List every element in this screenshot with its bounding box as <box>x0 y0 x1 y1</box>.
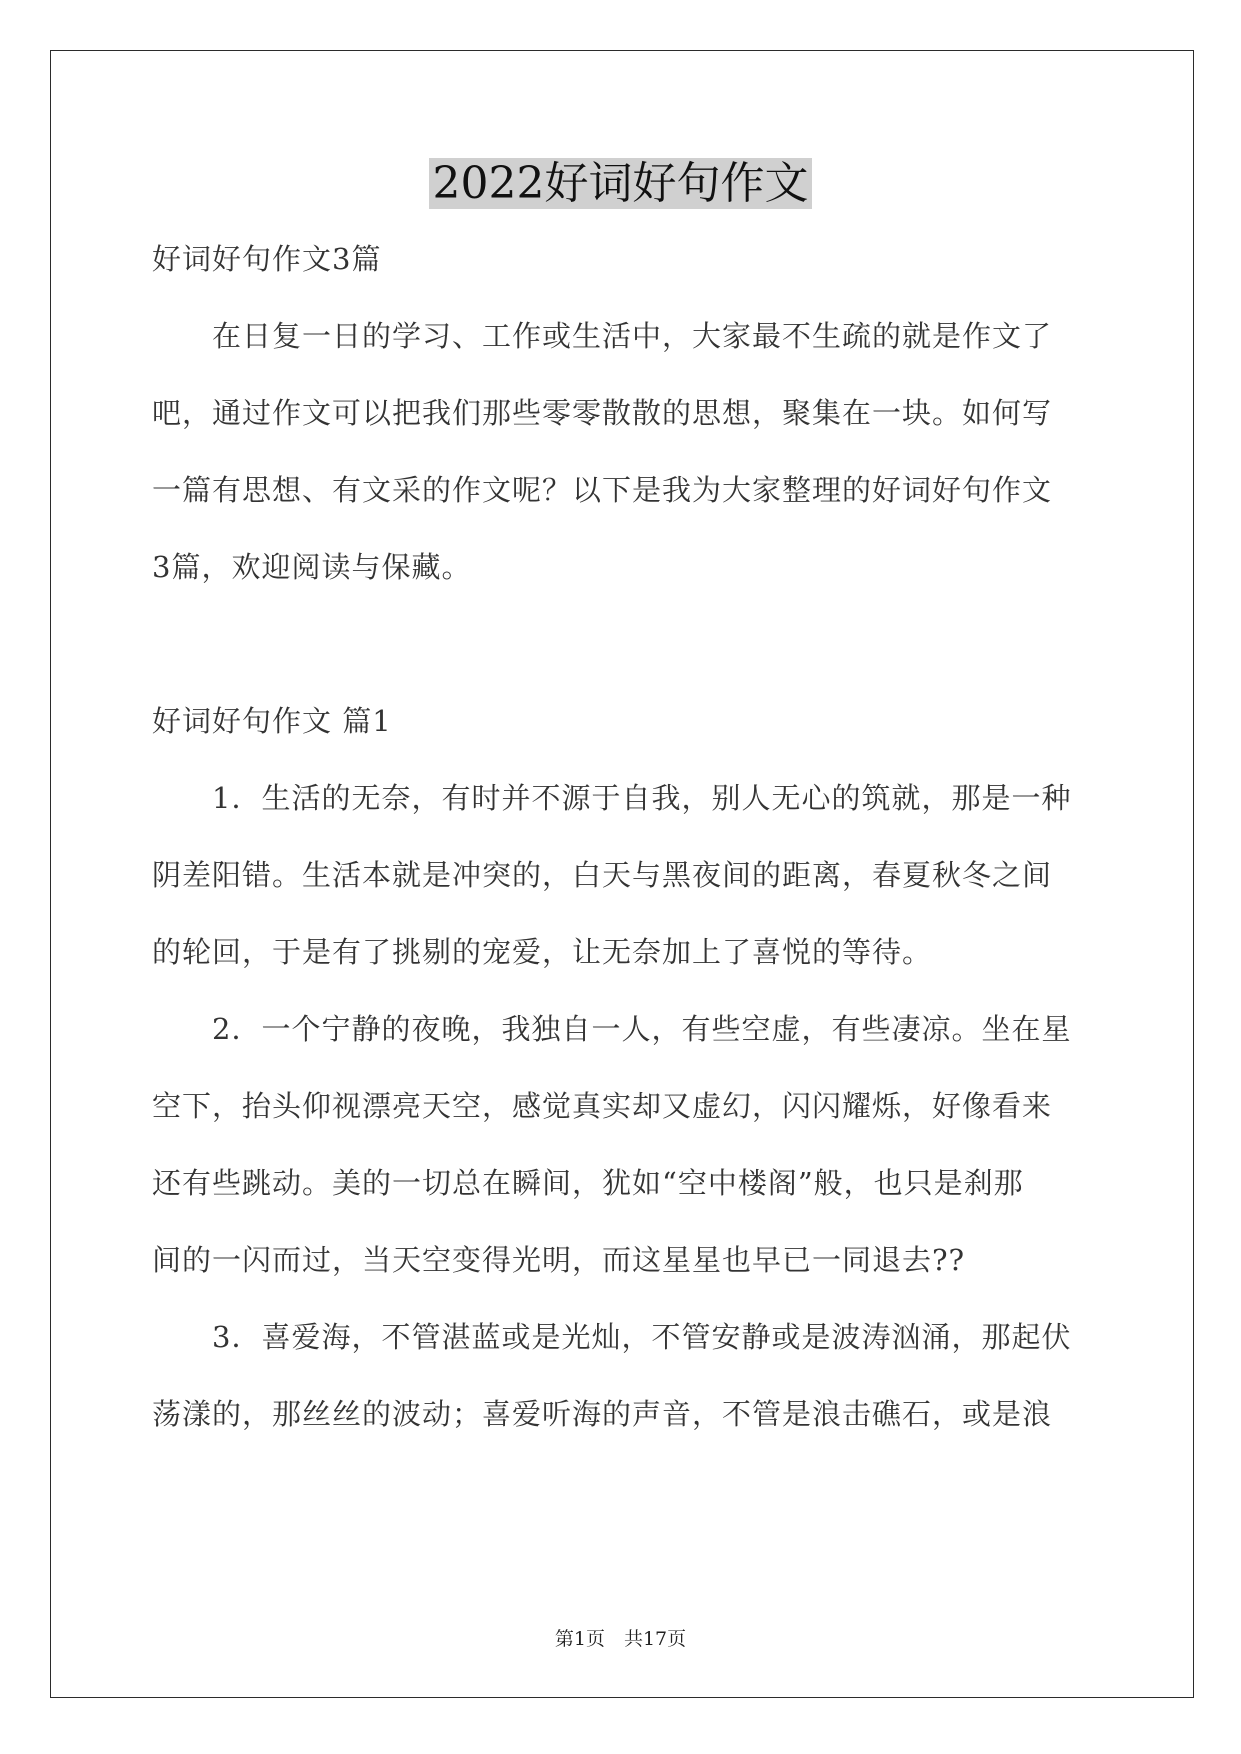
subtitle: 好词好句作文3篇 <box>152 242 382 276</box>
paragraph-line: 的轮回，于是有了挑剔的宠爱，让无奈加上了喜悦的等待。 <box>152 935 933 969</box>
page-footer <box>0 1624 1241 1651</box>
paragraph-line: 还有些跳动。美的一切总在瞬间，犹如“空中楼阁”般，也只是刹那 <box>152 1166 1024 1200</box>
paragraph-line: 3篇，欢迎阅读与保藏。 <box>152 550 472 584</box>
paragraph-line: 荡漾的，那丝丝的波动；喜爱听海的声音，不管是浪击礁石，或是浪 <box>152 1397 1053 1431</box>
paragraph-line: 空下，抬头仰视漂亮天空，感觉真实却又虚幻，闪闪耀烁，好像看来 <box>152 1089 1053 1123</box>
paragraph-line: 一篇有思想、有文采的作文呢？以下是我为大家整理的好词好句作文 <box>152 473 1053 507</box>
paragraph-line: 阴差阳错。生活本就是冲突的，白天与黑夜间的距离，春夏秋冬之间 <box>152 858 1053 892</box>
document-body <box>152 236 1092 1468</box>
paragraph-line: 2．一个宁静的夜晚，我独自一人，有些空虚，有些凄凉。坐在星 <box>212 1012 1072 1046</box>
title-text: 2022好词好句作文 <box>429 158 813 209</box>
paragraph-line: 吧，通过作文可以把我们那些零零散散的思想，聚集在一块。如何写 <box>152 396 1053 430</box>
section-heading: 好词好句作文 篇1 <box>152 704 392 738</box>
page-number: 第1页 共17页 <box>554 1628 687 1650</box>
paragraph-line: 间的一闪而过，当天空变得光明，而这星星也早已一同退去?? <box>152 1243 966 1277</box>
document-title <box>0 152 1241 216</box>
paragraph-line: 在日复一日的学习、工作或生活中，大家最不生疏的就是作文了 <box>212 319 1053 353</box>
paragraph-line: 1．生活的无奈，有时并不源于自我，别人无心的筑就，那是一种 <box>212 781 1072 815</box>
paragraph-line: 3．喜爱海，不管湛蓝或是光灿，不管安静或是波涛汹涌，那起伏 <box>212 1320 1072 1354</box>
